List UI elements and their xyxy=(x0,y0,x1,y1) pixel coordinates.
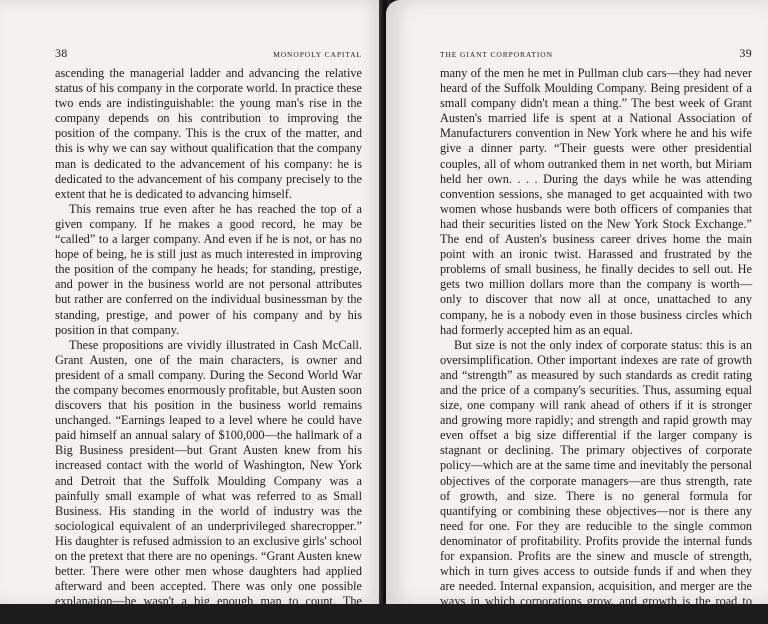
left-running-head xyxy=(55,46,362,64)
paragraph: But size is not the only index of corporate status: this is an oversimplification. Other important indexes are rate of growth and “strength” as measured by such standards as credit rating and the price of a company's securities. Thus, assuming equal size, one company will rank ahead of others if it is stronger and growing more rapidly; and strength and rapid growth may even offset a big size differential if the larger company is stagnant or declining. The primary objectives of corporate policy—which are at the same time and inevitably the personal objectives of the corporate managers—are thus strength, rate of growth, and size. There is no general formula for quantifying or combining these objectives—nor is there any need for one. For they are reducible to the single common denominator of profitability. Profits provide the internal funds for expansion. Profits are the sinew and muscle of strength, which in turn gives access to outside funds if and when they are needed. Internal expansion, acquisition, and merger are the ways in which corporations grow, and growth is the road to size. Thus profits, xyxy=(440,337,752,624)
right-running-head xyxy=(440,46,752,64)
paragraph: many of the men he met in Pullman club cars—they had never heard of the Suffolk Moulding Company. Being president of a small company didn't mean a thing.” The best week of Grant Austen's married life is spent at a National Association of Manufacturers convention in New York where he and his wife give a dinner party. “Their guests were other presidential couples, all of whom outranked them in net worth, but Miriam held her own. . . . During the days while he was attending convention sessions, she managed to get acquainted with two women whose husbands were both officers of companies that had their securities listed on the New York Stock Exchange.” The end of Austen's business career drives home the main point with an ironic twist. Harassed and frustrated by the problems of small business, he finally decides to sell out. He gets two million dollars more than the company is worth—only to discover that now all at once, unattached to any company, he is a nobody even in those business circles which had formerly accepted him as an equal. xyxy=(440,66,752,337)
right-running-title: THE GIANT CORPORATION xyxy=(440,50,553,59)
left-page-number: 38 xyxy=(55,46,68,60)
paragraph: ascending the managerial ladder and advancing the relative status of his company in the corporate world. In practice these two ends are indistinguishable: the young man's rise in the company depends on his contribution to improving the position of the company. This is the crux of the matter, and this is why we can say without qualification that the company man is dedicated to the advancement of his company: he is dedicated to the advancement of his company precisely to the extent that he is dedicated to advancing himself. xyxy=(55,66,362,201)
right-body-text xyxy=(440,66,752,624)
paragraph: These propositions are vividly illustrated in Cash McCall. Grant Austen, one of the main characters, is owner and president of a small company. During the Second World War the company becomes enormously profitable, but Austen soon discovers that his position in the business world remains unchanged. “Earnings leaped to a level where he could have paid himself an annual salary of $100,000—the hallmark of a Big Business president—but Grant Austen knew from his increased contact with the world of Washington, New York and Detroit that the Suffolk Moulding Company was a painfully small example of what was referred to as Small Business. His standing in the world of industry was the sociological equivalent of an underprivileged sharecropper.” His daughter is refused admission to an exclusive girls' school on the pretext that there are no openings. “Grant Austen knew better. There were other men whose daughters had applied afterward and been accepted. There was only one possible explanation—he wasn't a big enough man to count. The Chadwick School was like so xyxy=(55,337,362,624)
paragraph: This remains true even after he has reached the top of a given company. If he makes a good record, he may be “called” to a larger company. And even if he is not, or has no hope of being, he is still just as much interested in improving the position of the company he heads; for standing, prestige, and power in the business world are not personal attributes but rather are conferred on the individual businessman by the standing, prestige, and power of his company and by his position in that company. xyxy=(55,201,362,337)
right-page xyxy=(386,0,768,624)
right-page-number: 39 xyxy=(739,46,752,60)
left-body-text xyxy=(55,66,362,624)
left-running-title: MONOPOLY CAPITAL xyxy=(273,50,362,59)
